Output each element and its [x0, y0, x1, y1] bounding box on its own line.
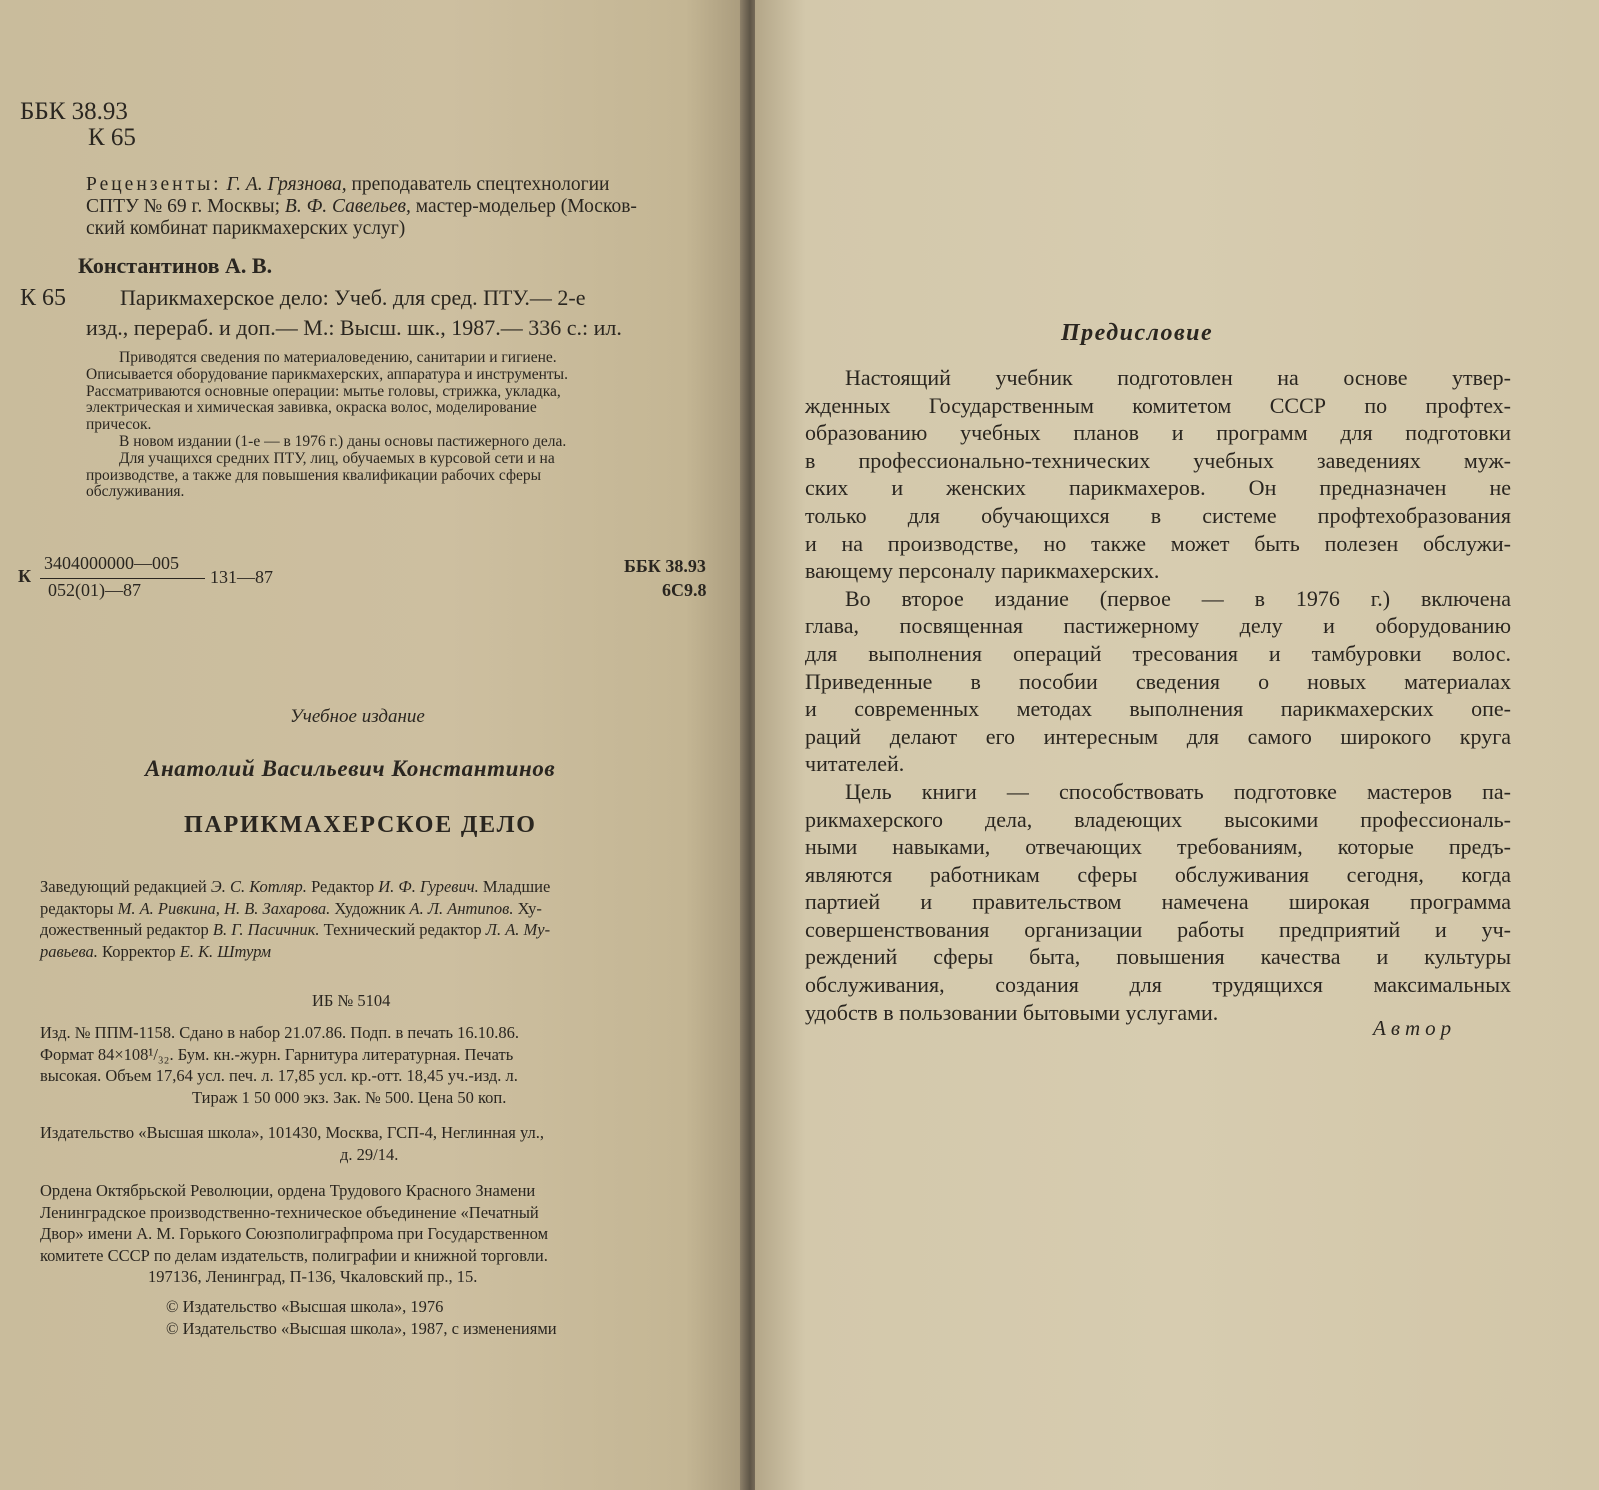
staff-text: редакторы [40, 898, 118, 918]
annotation-line: В новом издании (1-е — в 1976 г.) даны основы пастижерного дела. [119, 432, 567, 450]
printer-line: Ленинградское производственно-техническое объединение «Печатный [40, 1202, 539, 1222]
book-title: ПАРИКМАХЕРСКОЕ ДЕЛО [184, 812, 537, 838]
right-page [755, 0, 1599, 1490]
preface-line: Цель книги — способствовать подготовке мастеров па- [845, 778, 1511, 804]
bib-line-2: изд., перераб. и доп.— М.: Высш. шк., 1987.— 336 с.: ил. [86, 315, 622, 340]
index-letter: К [18, 566, 32, 586]
staff-name: Э. С. Котляр. [210, 877, 307, 896]
staff-text: Ху- [513, 898, 542, 918]
annotation-line: электрическая и химическая завивка, окраска волос, моделирование [86, 399, 537, 417]
preface-line: ными навыками, отвечающих требованиям, которые предъ- [805, 834, 1511, 860]
author-heading: Константинов А. В. [78, 253, 273, 278]
publisher-address [40, 1122, 544, 1165]
reviewers-label: Рецензенты: [86, 174, 222, 195]
left-page [0, 0, 745, 1490]
staff-name: В. Г. Пасичник. [212, 920, 320, 939]
publisher-line: д. 29/14. [340, 1144, 399, 1164]
annotation-line: Рассматриваются основные операции: мытье головы, стрижка, укладка, [86, 382, 561, 400]
printer-info [40, 1180, 548, 1288]
staff-text: Младшие [478, 877, 551, 896]
reviewers [86, 174, 637, 240]
publisher-line: Издательство «Высшая школа», 101430, Москва, ГСП-4, Неглинная ул., [40, 1123, 545, 1142]
reviewer-2-post: мастер-модельер (Москов- [410, 196, 637, 217]
staff-name: Л. А. Му- [485, 920, 551, 939]
preface-line: образованию учебных планов и программ для подготовки [805, 420, 1511, 446]
printer-line: комитете СССР по делам издательств, полиграфии и книжной торговли. [40, 1245, 548, 1265]
preface-line: только для обучающихся в системе профтехобразования [805, 502, 1511, 528]
reviewer-1-name: Г. А. Грязнова, [226, 174, 347, 195]
annotation-line: Описывается оборудование парикмахерских, аппаратура и инструменты. [86, 365, 568, 383]
print-data [40, 1022, 519, 1108]
bbk-code: ББК 38.93 [20, 98, 128, 125]
author-mark: К 65 [88, 124, 136, 151]
bbk-index: ББК 38.93 [624, 556, 706, 576]
bib-line-1: Парикмахерское дело: Учеб. для сред. ПТУ.— 2-е [120, 285, 586, 310]
preface-line: в профессионально-технических учебных заведениях муж- [805, 447, 1511, 473]
author-mark-side: К 65 [20, 285, 67, 311]
ib-number: ИБ № 5104 [312, 991, 391, 1010]
edition-type: Учебное издание [290, 706, 425, 727]
preface-heading: Предисловие [1061, 320, 1214, 346]
reviewer-3-pre: ский комбинат парикмахерских услуг) [86, 218, 406, 239]
preface-line: для выполнения операций тресования и тамбуровки волос. [805, 640, 1511, 666]
printer-line: Двор» имени А. М. Горького Союзполиграфпрома при Государственном [40, 1224, 549, 1243]
annotation-line: производстве, а также для повышения квалификации рабочих сферы [86, 466, 542, 484]
print-line: высокая. Объем 17,64 усл. печ. л. 17,85 усл. кр.-отт. 18,45 уч.-изд. л. [40, 1066, 518, 1085]
staff-text: дожественный редактор [40, 920, 213, 939]
staff-line [40, 919, 550, 941]
preface-line: Приведенные в пособии сведения о новых материалах [805, 668, 1511, 694]
preface-line: являются работникам сферы обслуживания сегодня, когда [805, 861, 1511, 887]
reviewer-2-pre: СПТУ № 69 г. Москвы; [86, 196, 285, 217]
staff-name: И. Ф. Гуревич. [378, 877, 479, 896]
annotation-line: причесок. [86, 416, 152, 434]
staff-credits [40, 876, 550, 962]
preface-line: Настоящий учебник подготовлен на основе утвер- [845, 365, 1511, 390]
author-full: Анатолий Васильевич Константинов [145, 756, 556, 781]
preface-line: партией и правительством намечена широкая программа [805, 889, 1511, 915]
preface-line: и современных методах выполнения парикмахерских опе- [805, 696, 1511, 722]
annotation [86, 350, 568, 501]
index-denominator: 052(01)—87 [48, 580, 141, 600]
printer-line: 197136, Ленинград, П-136, Чкаловский пр., 15. [148, 1267, 478, 1286]
annotation-line: обслуживания. [86, 483, 185, 501]
staff-text: Редактор [306, 877, 379, 896]
copyright [166, 1296, 557, 1339]
copyright-line: © Издательство «Высшая школа», 1987, с изменениями [166, 1318, 557, 1338]
preface-line: читателей. [805, 751, 905, 777]
preface-line: реждений сферы быта, повышения качества и культуры [805, 944, 1511, 970]
preface-signature: Автор [1373, 1016, 1457, 1040]
preface-line: совершенствования организации работы предприятий и уч- [805, 916, 1511, 942]
index-numerator: 3404000000—005 [44, 553, 179, 573]
print-line: Изд. № ППМ-1158. Сдано в набор 21.07.86. Подп. в печать 16.10.86. [40, 1023, 520, 1042]
preface-line: удобств в пользовании бытовыми услугами. [805, 999, 1219, 1025]
staff-text: Художник [330, 898, 410, 918]
staff-line [40, 876, 550, 898]
staff-name: М. А. Ривкина, Н. В. Захарова. [117, 898, 331, 918]
preface-line: вающему персоналу парикмахерских. [805, 558, 1160, 584]
staff-name: равьева. [40, 941, 98, 961]
preface-line: Во второе издание (первое — в 1976 г.) включена [845, 585, 1511, 611]
preface-line: рикмахерского дела, владеющих высокими профессиональ- [805, 806, 1511, 832]
staff-name: А. Л. Антипов. [409, 898, 514, 918]
preface-body [805, 364, 1511, 1026]
staff-text: Заведующий редакцией [40, 877, 211, 896]
preface-line: и на производстве, но также может быть полезен обслужи- [805, 530, 1511, 556]
staff-line [40, 898, 550, 920]
preface-line: обслуживания, создания для трудящихся максимальных [805, 972, 1511, 998]
preface-line: раций делают его интересным для самого широкого круга [805, 723, 1511, 749]
preface-line: ских и женских парикмахеров. Он предназначен не [805, 475, 1511, 501]
staff-name: Е. К. Штурм [179, 941, 272, 961]
copyright-line: © Издательство «Высшая школа», 1976 [166, 1297, 444, 1316]
annotation-line: Для учащихся средних ПТУ, лиц, обучаемых в курсовой сети и на [119, 449, 555, 467]
staff-line [40, 941, 550, 963]
print-line: Формат 84×108¹/₃₂. Бум. кн.-журн. Гарнитура литературная. Печать [40, 1044, 514, 1064]
preface-line: жденных Государственным комитетом СССР по профтех- [805, 392, 1511, 418]
index-suffix: 131—87 [210, 567, 273, 587]
fraction-line [40, 578, 205, 579]
annotation-line: Приводятся сведения по материаловедению, санитарии и гигиене. [119, 349, 557, 366]
print-line: Тираж 1 50 000 экз. Зак. № 500. Цена 50 коп. [192, 1087, 507, 1107]
reviewer-1-post: преподаватель спецтехнологии [346, 174, 610, 195]
reviewer-2-name: В. Ф. Савельев, [284, 196, 411, 217]
staff-text: Технический редактор [319, 920, 486, 939]
preface-line: глава, посвященная пастижерному делу и оборудованию [805, 613, 1511, 639]
bbk-index-2: 6С9.8 [662, 580, 707, 600]
printer-line: Ордена Октябрьской Революции, ордена Трудового Красного Знамени [40, 1181, 536, 1200]
staff-text: Корректор [97, 941, 180, 961]
